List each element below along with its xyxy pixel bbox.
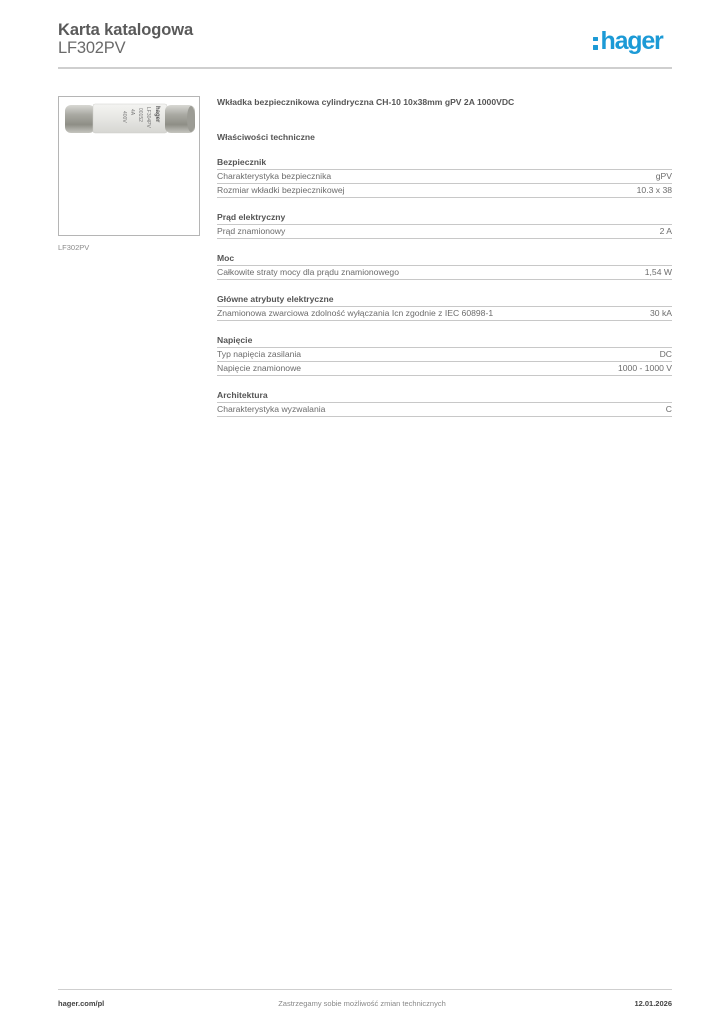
row-label: Typ napięcia zasilania — [217, 349, 302, 359]
row-label: Charakterystyka wyzwalania — [217, 404, 326, 414]
svg-text:00152: 00152 — [137, 108, 143, 122]
table-row — [217, 170, 672, 184]
group-title: Moc — [217, 252, 672, 266]
table-row — [217, 348, 672, 362]
row-label: Prąd znamionowy — [217, 226, 286, 236]
section-title: Właściwości techniczne — [217, 132, 315, 142]
group-title: Prąd elektryczny — [217, 211, 672, 225]
footer-divider — [58, 989, 672, 990]
row-label: Rozmiar wkładki bezpiecznikowej — [217, 185, 345, 195]
table-row — [217, 362, 672, 376]
group-title: Napięcie — [217, 334, 672, 348]
svg-text:hager: hager — [154, 106, 160, 123]
footer-website-link[interactable]: hager.com/pl — [58, 999, 105, 1008]
header-divider — [58, 67, 672, 69]
footer-disclaimer: Zastrzegamy sobie możliwość zmian technicznych — [278, 999, 446, 1008]
group-architecture — [217, 389, 672, 417]
row-label: Całkowite straty mocy dla prądu znamionowego — [217, 267, 399, 277]
svg-text:400V: 400V — [121, 111, 127, 123]
svg-text:LF304PV: LF304PV — [145, 107, 151, 128]
row-value: 30 kA — [650, 308, 672, 318]
group-current — [217, 211, 672, 239]
product-description: Wkładka bezpiecznikowa cylindryczna CH-10 10x38mm gPV 2A 1000VDC — [217, 97, 515, 107]
table-row — [217, 307, 672, 321]
hager-logo — [593, 27, 663, 55]
row-label: Charakterystyka bezpiecznika — [217, 171, 332, 181]
row-label: Napięcie znamionowe — [217, 363, 302, 373]
row-value: C — [665, 404, 672, 414]
table-row — [217, 225, 672, 239]
logo-colon-icon — [593, 37, 598, 50]
row-value: 10.3 x 38 — [636, 185, 672, 195]
row-value: DC — [659, 349, 672, 359]
row-value: 1000 - 1000 V — [618, 363, 672, 373]
row-value: 1,54 W — [644, 267, 672, 277]
table-row — [217, 184, 672, 198]
document-title: Karta katalogowa — [58, 21, 194, 39]
group-title: Architektura — [217, 389, 672, 403]
logo-text: hager — [600, 27, 663, 55]
product-reference: LF302PV — [58, 39, 126, 57]
table-row — [217, 266, 672, 280]
group-voltage — [217, 334, 672, 376]
group-title: Główne atrybuty elektryczne — [217, 293, 672, 307]
row-label: Znamionowa zwarciowa zdolność wyłączania Icn zgodnie z IEC 60898-1 — [217, 308, 494, 318]
group-title: Bezpiecznik — [217, 156, 672, 170]
group-fuse — [217, 156, 672, 198]
group-electrical-attributes — [217, 293, 672, 321]
footer-date: 12.01.2026 — [634, 999, 672, 1008]
technical-content — [217, 96, 672, 417]
svg-text:4A: 4A — [129, 109, 135, 116]
fuse-cartridge-image — [63, 101, 197, 135]
group-power — [217, 252, 672, 280]
product-image-caption: LF302PV — [58, 243, 90, 252]
product-image-frame — [58, 96, 200, 236]
row-value: 2 A — [659, 226, 672, 236]
table-row — [217, 403, 672, 417]
row-value: gPV — [655, 171, 672, 181]
